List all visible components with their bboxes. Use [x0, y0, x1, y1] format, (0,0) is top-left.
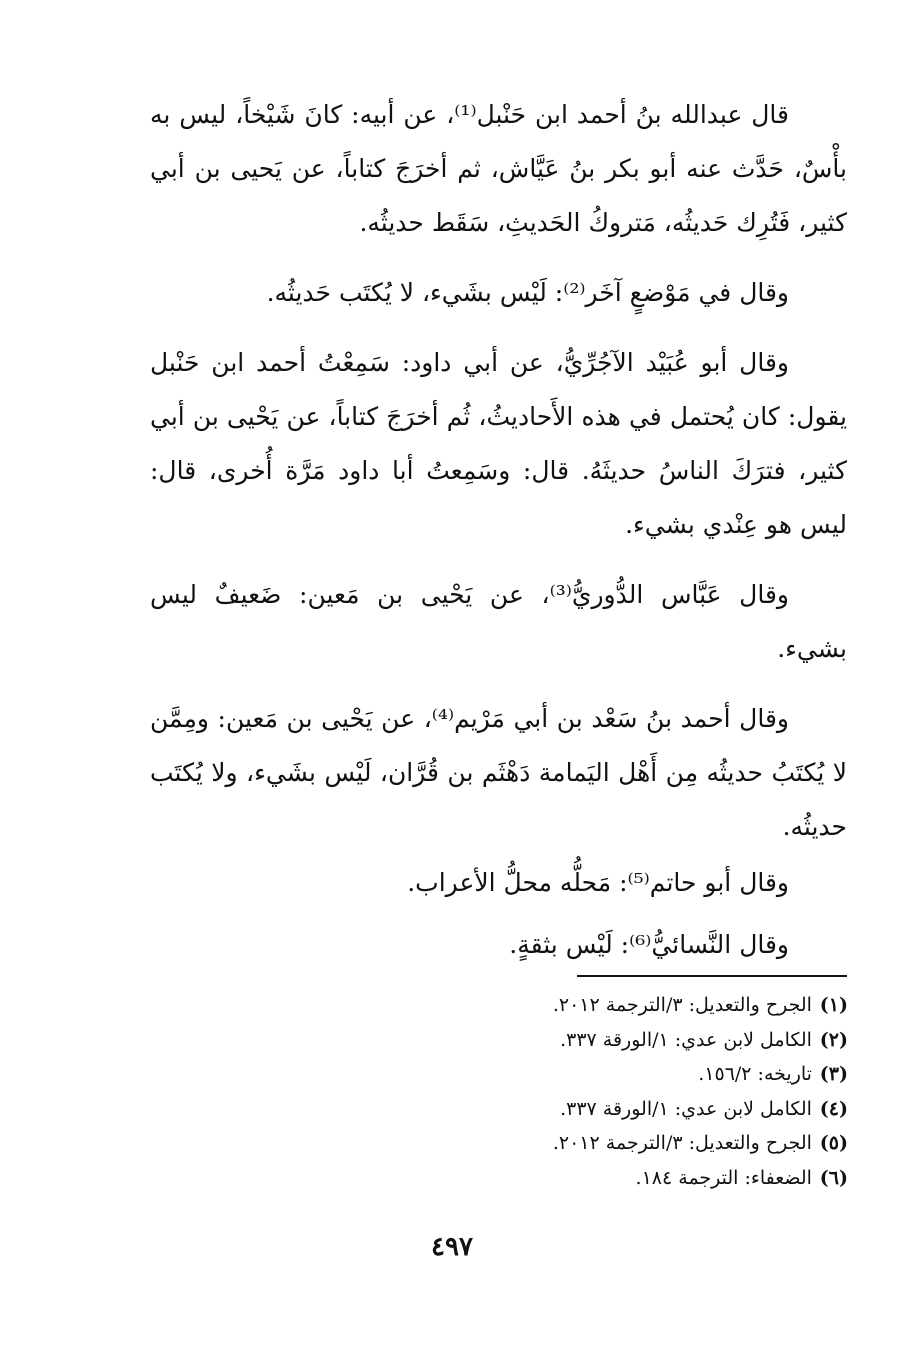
footnotes: [400, 988, 848, 1195]
paragraph-duri: وقال عَبَّاس الدُّوريُّ⁽³⁾، عن يَحْيى بن مَعين: ضَعيفٌ ليس بشيء.: [150, 580, 847, 663]
footnote-number: (٣): [819, 1063, 848, 1085]
paragraph-abu-hatim: وقال أبو حاتم⁽⁵⁾: مَحلُّه محلُّ الأعراب.: [407, 868, 789, 897]
paragraph-ajurri: وقال أبو عُبَيْد الآجُرِّيُّ، عن أبي داود: سَمِعْتُ أحمد ابن حَنْبل يقول: كان يُحتمل في هذه الأَحاديثُ، ثُم أخرَجَ كتاباً، عن يَحْيى بن أبي كثير، فترَكَ الناسُ حديثَهُ. قال: وسَمِعتُ أبا داود مَرَّة أُخرى، قال: ليس هو عِنْدي بشيء.: [150, 348, 847, 539]
footnote-number: (٢): [819, 1028, 848, 1051]
paragraph-ibn-abi-maryam: وقال أحمد بنُ سَعْد بن أبي مَرْيم⁽⁴⁾، عن يَحْيى بن مَعين: ومِمَّن لا يُكتَبُ حديثُه مِن أَهْل اليَمامة دَهْثَم بن قُرَّان، لَيْس بشَيء، ولا يُكتَب حديثُه.: [150, 704, 847, 841]
footnote-text: الجرح والتعديل: ٣/الترجمة ٢٠١٢.: [552, 994, 812, 1016]
footnote-divider: [577, 975, 847, 977]
main-text: [150, 88, 847, 972]
footnote-item: [400, 1023, 848, 1058]
footnote-text: الكامل لابن عدي: ١/الورقة ٣٣٧.: [560, 1097, 812, 1120]
footnote-item: [400, 1057, 848, 1092]
footnote-item: [400, 1092, 848, 1127]
page-number: ٤٩٧: [431, 1232, 473, 1262]
paragraph-another-place: وقال في مَوْضعٍ آخَر⁽²⁾: لَيْس بشَيء، لا يُكتَب حَديثُه.: [266, 278, 789, 307]
footnote-text: الكامل لابن عدي: ١/الورقة ٣٣٧.: [560, 1028, 812, 1051]
footnote-number: (٥): [819, 1132, 848, 1154]
footnote-item: [400, 1126, 848, 1161]
paragraph-nasai: وقال النَّسائيُّ⁽⁶⁾: لَيْس بثقةٍ.: [509, 930, 789, 959]
footnote-text: الجرح والتعديل: ٣/الترجمة ٢٠١٢.: [552, 1132, 812, 1154]
footnote-text: الضعفاء: الترجمة ١٨٤.: [635, 1166, 812, 1189]
footnote-number: (٤): [819, 1097, 848, 1120]
footnote-text: تاريخه: ١٥٦/٢.: [698, 1063, 812, 1085]
footnote-item: [400, 1161, 848, 1196]
footnote-number: (١): [819, 994, 848, 1016]
paragraph-ibn-hanbal: قال عبدالله بنُ أحمد ابن حَنْبل⁽¹⁾، عن أبيه: كانَ شَيْخاً، ليس به بأْسٌ، حَدَّث عنه أبو بكر بنُ عَيَّاش، ثم أخرَجَ كتاباً، عن يَحيى بن أبي كثير، فَتُرِك حَديثُه، مَتروكُ الحَديثِ، سَقَط حديثُه.: [150, 100, 848, 237]
footnote-item: [400, 988, 848, 1023]
footnote-number: (٦): [819, 1166, 848, 1189]
